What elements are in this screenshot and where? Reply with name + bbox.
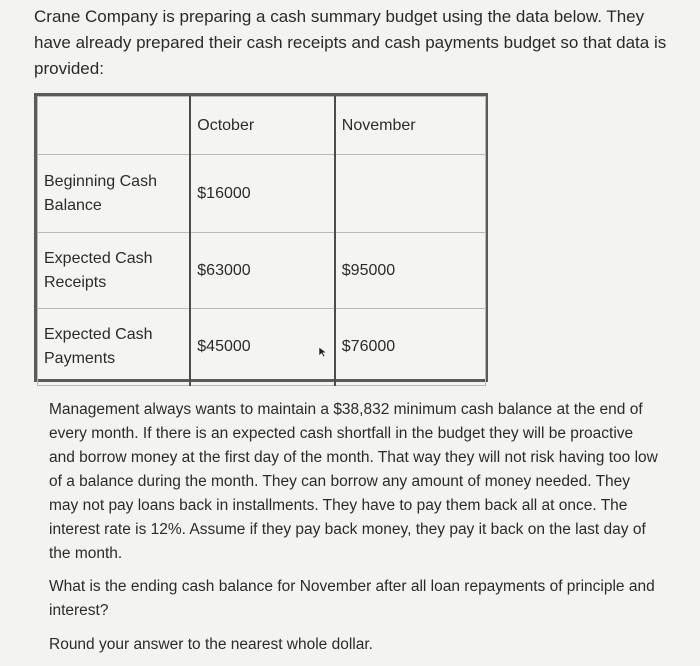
header-blank-cell <box>38 97 191 155</box>
row-label-expected-payments: Expected Cash Payments <box>38 309 191 386</box>
table-row <box>38 233 486 309</box>
intro-text: Crane Company is preparing a cash summary budget using the data below. They have already prepared their cash receipts and cash payments budget so that data is provided: <box>34 7 667 78</box>
rounding-instruction: Round your answer to the nearest whole dollar. <box>49 636 373 653</box>
cell-november-beginning-cash <box>335 155 486 233</box>
table-row <box>38 155 486 233</box>
cell-november-receipts: $95000 <box>335 233 486 309</box>
header-november: November <box>335 97 486 155</box>
table-header-row <box>38 97 486 155</box>
cash-budget-table <box>34 93 488 382</box>
row-label-expected-receipts: Expected Cash Receipts <box>38 233 191 309</box>
cell-october-beginning-cash: $16000 <box>190 155 335 233</box>
management-paragraph: Management always wants to maintain a $38,832 minimum cash balance at the end of every month. If there is an expected cash shortfall in the budget they will be proactive and borrow money at the first day of the month. That way they will not risk having too low of a balance during the month. They can borrow any amount of money needed. They may not pay loans back in installments. They have to pay them back all at once. The interest rate is 12%. Assume if they pay back money, they pay it back on the last day of the month. <box>49 401 658 562</box>
cell-october-payments: $45000 <box>190 309 335 386</box>
budget-table <box>37 96 486 386</box>
header-october: October <box>190 97 335 155</box>
table-row <box>38 309 486 386</box>
cell-october-receipts: $63000 <box>190 233 335 309</box>
question-text: What is the ending cash balance for November after all loan repayments of principle and interest? <box>49 578 655 619</box>
mouse-pointer-icon <box>318 346 328 358</box>
problem-body <box>49 398 659 666</box>
cell-november-payments: $76000 <box>335 309 486 386</box>
row-label-beginning-cash: Beginning Cash Balance <box>38 155 191 233</box>
